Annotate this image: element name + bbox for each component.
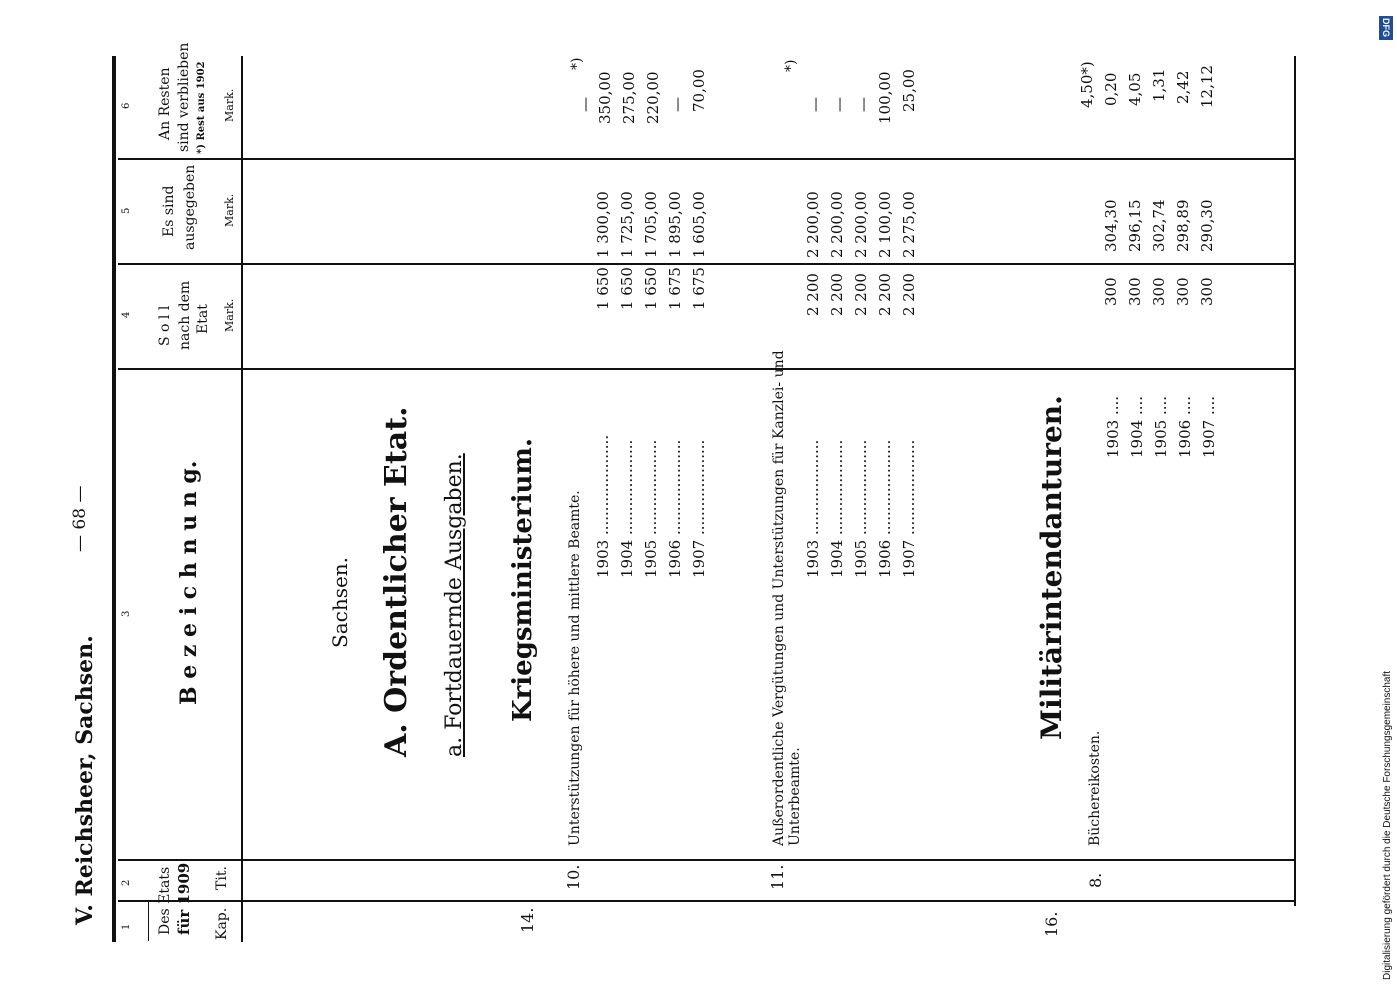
ausgegeben-unit: Mark.: [223, 193, 236, 227]
year-label: 1905 ....................: [642, 439, 660, 578]
column-subdivider: [148, 901, 149, 941]
year-label: 1905 ....................: [852, 439, 870, 578]
titel-number: 11.: [768, 864, 787, 890]
reste-value: 1,31: [1150, 68, 1168, 102]
soll-value: 300: [1102, 277, 1120, 306]
reste-value: —: [830, 97, 848, 112]
year-label: 1903 ....: [1104, 395, 1122, 458]
kapitel-number: 14.: [518, 907, 537, 933]
footnote-marker: *): [569, 57, 585, 70]
soll-value: 1 675: [666, 267, 684, 310]
item-label: Unterstützungen für höhere und mittlere Beamte.: [567, 490, 583, 846]
column-number: 2: [121, 879, 132, 886]
ausgegeben-value: 296,15: [1126, 199, 1144, 252]
ausgegeben-value: 1 895,00: [666, 191, 684, 258]
titel-number: 8.: [1086, 872, 1105, 888]
dfg-logo: DFG: [1379, 16, 1393, 40]
column-number: 4: [121, 311, 132, 318]
soll-value: 1 650: [642, 267, 660, 310]
soll-unit: Mark.: [223, 298, 236, 332]
table-top-rule: [112, 56, 116, 942]
soll-value: 1 675: [690, 267, 708, 310]
ausgegeben-value: 302,74: [1150, 199, 1168, 252]
year-label: 1906 ....: [1176, 395, 1194, 458]
ausgegeben-value: 2 200,00: [852, 191, 870, 258]
section-heading: Militärintendanturen.: [1035, 395, 1068, 740]
year-label: 1904 ....................: [828, 439, 846, 578]
header-bottom-rule: [241, 56, 243, 942]
page-number: — 68 —: [70, 485, 90, 552]
column-divider: [118, 900, 1295, 902]
year-label: 1906 ....................: [666, 439, 684, 578]
soll-value: 2 200: [900, 273, 918, 316]
year-label: 1907 ....................: [690, 439, 708, 578]
reste-value: 4,05: [1126, 72, 1144, 106]
etat-header: Des Etats: [157, 866, 173, 935]
year-label: 1907 ....: [1200, 395, 1218, 458]
resten-header: An Resten: [157, 67, 173, 140]
column-number: 3: [121, 610, 132, 617]
item-label: Außerordentliche Vergütungen und Unterstützungen für Kanzlei- und: [771, 350, 787, 846]
ausgegeben-value: 2 200,00: [828, 191, 846, 258]
digitization-strip: [1379, 16, 1393, 996]
etat-heading: A. Ordentlicher Etat.: [379, 406, 414, 757]
reste-value: —: [854, 97, 872, 112]
reste-value: 4,50*): [1078, 61, 1096, 108]
reste-value: —: [576, 97, 594, 112]
kap-header: Kap.: [214, 907, 230, 940]
reste-value: 100,00: [876, 71, 894, 124]
soll-header: S o l l: [157, 305, 173, 346]
ausgegeben-header: Es sind: [161, 185, 177, 237]
soll-value: 2 200: [876, 273, 894, 316]
year-label: 1903 .....................: [594, 434, 612, 578]
year-label: 1903 ....................: [804, 439, 822, 578]
table-bottom-rule: [1294, 56, 1296, 906]
state-heading: Sachsen.: [328, 556, 352, 648]
soll-value: 300: [1198, 277, 1216, 306]
soll-value: 300: [1150, 277, 1168, 306]
column-number: 5: [121, 207, 132, 214]
reste-value: 12,12: [1198, 65, 1216, 108]
column-divider: [118, 158, 1295, 160]
item-label-cont: Unterbeamte.: [787, 747, 803, 846]
resten-footnote: *) Rest aus 1902: [196, 61, 207, 154]
kapitel-number: 16.: [1042, 911, 1061, 937]
reste-value: 25,00: [900, 69, 918, 112]
reste-value: 275,00: [620, 71, 638, 124]
reste-value: 70,00: [690, 69, 708, 112]
ausgegeben-value: 2 200,00: [804, 191, 822, 258]
year-label: 1905 ....: [1152, 395, 1170, 458]
bezeichnung-header: B e z e i c h n u n g.: [176, 460, 202, 705]
column-divider: [118, 859, 1295, 861]
resten-header: sind verblieben: [176, 42, 192, 152]
soll-header: nach dem: [177, 280, 193, 350]
reste-value: 0,20: [1102, 72, 1120, 106]
column-divider: [118, 368, 1295, 370]
column-divider: [118, 263, 1295, 265]
ausgegeben-value: 2 100,00: [876, 191, 894, 258]
reste-value: —: [668, 97, 686, 112]
item-label: Büchereikosten.: [1087, 730, 1103, 846]
reste-value: —: [806, 97, 824, 112]
soll-value: 1 650: [618, 267, 636, 310]
digitization-notice: Digitalisierung gefördert durch die Deutsche Forschungsgemeinschaft: [1382, 670, 1393, 980]
column-number: 1: [121, 923, 132, 930]
running-head: V. Reichsheer, Sachsen.: [72, 635, 98, 925]
section-heading: Kriegsministerium.: [508, 438, 538, 722]
footnote-marker: *): [783, 59, 799, 72]
soll-value: 2 200: [852, 273, 870, 316]
ausgegeben-value: 1 725,00: [618, 191, 636, 258]
ausgegeben-value: 1 705,00: [642, 191, 660, 258]
ausgegeben-header: ausgegeben: [182, 164, 198, 250]
ausgegeben-value: 290,30: [1198, 199, 1216, 252]
year-label: 1904 ....................: [618, 439, 636, 578]
sub-heading: a. Fortdauernde Ausgaben.: [442, 453, 467, 757]
column-number: 6: [121, 102, 132, 109]
resten-unit: Mark.: [223, 88, 236, 122]
reste-value: 2,42: [1174, 70, 1192, 104]
soll-value: 1 650: [594, 267, 612, 310]
ausgegeben-value: 2 275,00: [900, 191, 918, 258]
reste-value: 220,00: [644, 71, 662, 124]
titel-number: 10.: [564, 864, 583, 890]
tit-header: Tit.: [214, 866, 230, 890]
etat-header-year: für 1909: [175, 862, 193, 935]
soll-value: 300: [1174, 277, 1192, 306]
year-label: 1906 ....................: [876, 439, 894, 578]
soll-value: 2 200: [804, 273, 822, 316]
reste-value: 350,00: [596, 71, 614, 124]
ausgegeben-value: 1 300,00: [594, 191, 612, 258]
year-label: 1904 ....: [1128, 395, 1146, 458]
ausgegeben-value: 298,89: [1174, 199, 1192, 252]
ausgegeben-value: 1 605,00: [690, 191, 708, 258]
soll-header: Etat: [195, 304, 211, 334]
year-label: 1907 ....................: [900, 439, 918, 578]
ausgegeben-value: 304,30: [1102, 199, 1120, 252]
soll-value: 2 200: [828, 273, 846, 316]
soll-value: 300: [1126, 277, 1144, 306]
